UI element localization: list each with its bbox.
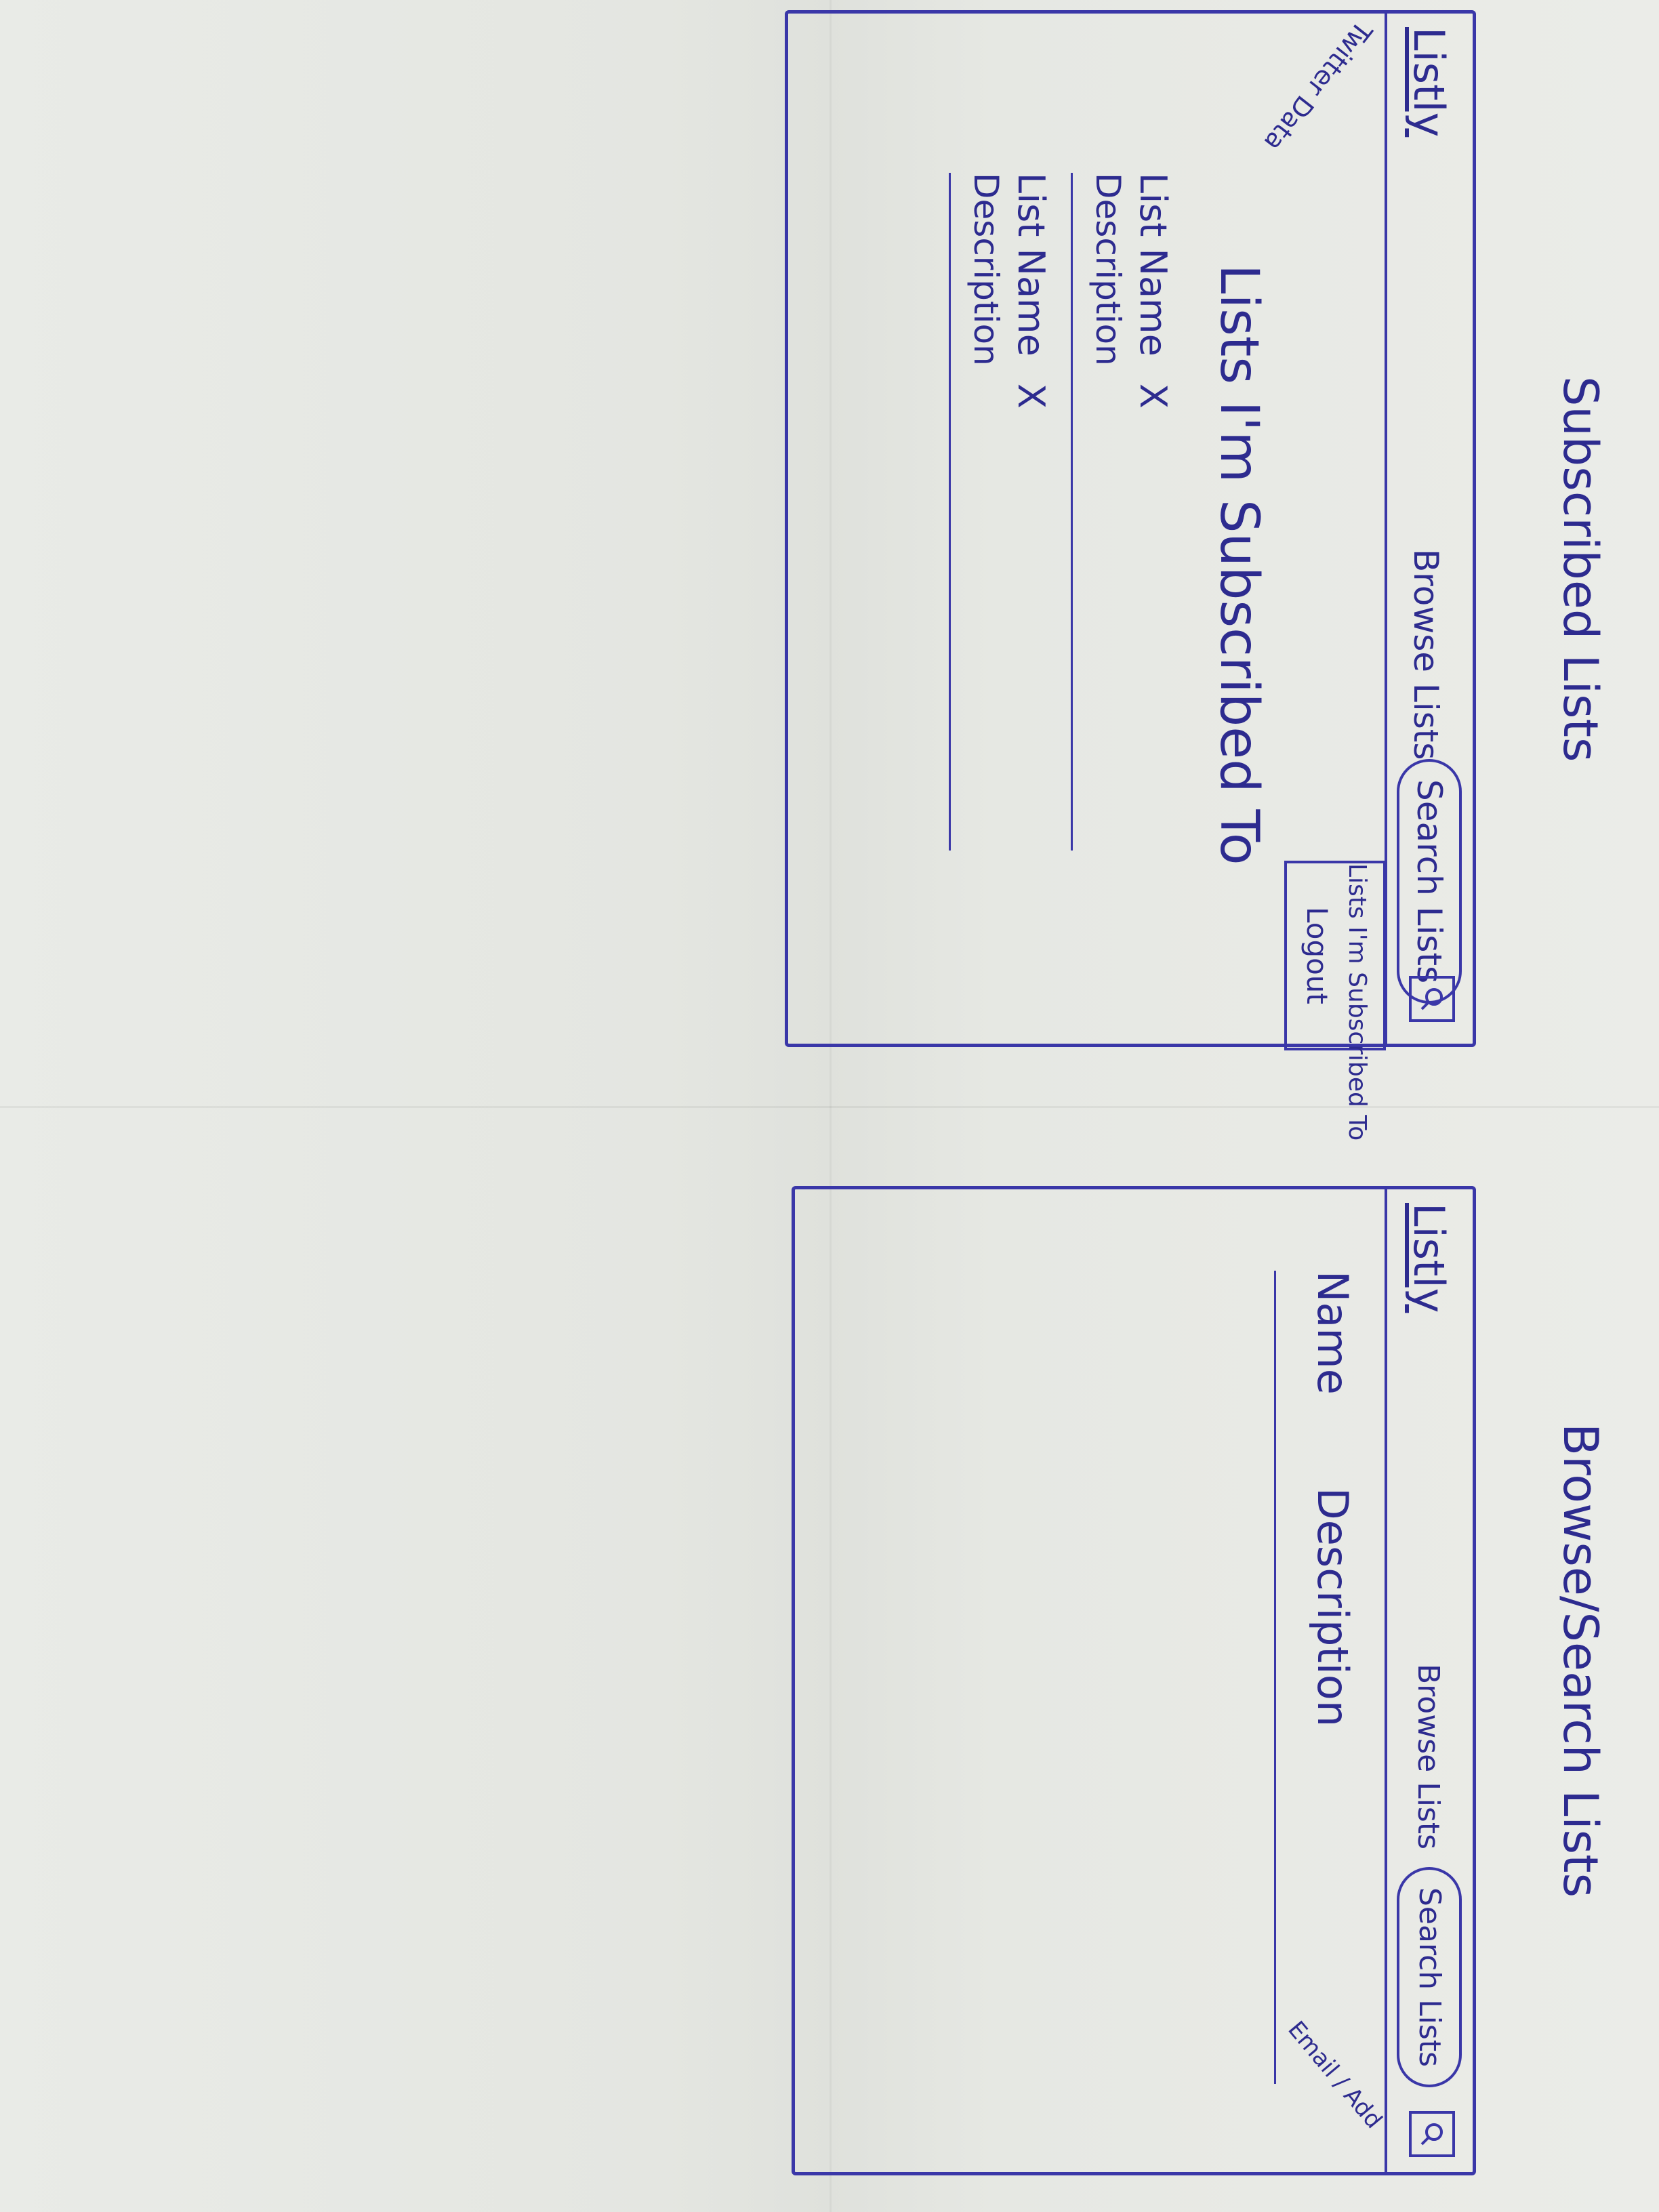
- magnifier-glyph: [1418, 985, 1446, 1013]
- bottom-sketch-caption: Browse/Search Lists: [1553, 1423, 1608, 1898]
- page-title: Lists I'm Subscribed To: [1208, 264, 1269, 865]
- bottom-sketch-window: [792, 1186, 1476, 2175]
- search-icon[interactable]: [1409, 2111, 1455, 2157]
- dropdown-item-subscribed[interactable]: Lists I'm Subscribed To: [1343, 863, 1371, 1141]
- remove-button[interactable]: X: [1010, 383, 1052, 409]
- list-description: Description: [1088, 173, 1128, 366]
- column-header-name: Name: [1308, 1271, 1357, 1395]
- top-sketch-caption: Subscribed Lists: [1553, 376, 1608, 762]
- top-sketch-window: [785, 10, 1476, 1141]
- nav-browse-lists[interactable]: Browse Lists: [1411, 1664, 1446, 1850]
- bottom-navbar: [1385, 1189, 1473, 2172]
- twitter-data-annotation: Twitter Data: [1258, 15, 1378, 157]
- table-header-divider: [1274, 1271, 1276, 2084]
- list-item-header: [1010, 173, 1052, 409]
- remove-button[interactable]: X: [1132, 383, 1174, 409]
- list-item-header: [1132, 173, 1174, 409]
- dropdown-item-logout[interactable]: Logout: [1300, 907, 1334, 1004]
- list-divider: [949, 173, 951, 851]
- brand-logo[interactable]: Listly: [1404, 27, 1454, 138]
- list-divider: [1071, 173, 1073, 851]
- nav-search-lists[interactable]: Search Lists: [1397, 759, 1462, 1004]
- list-item: [966, 173, 1052, 409]
- column-header-description: Description: [1308, 1488, 1357, 1727]
- nav-search-lists[interactable]: Search Lists: [1397, 1867, 1462, 2087]
- top-navbar: [1385, 14, 1473, 1044]
- brand-logo[interactable]: Listly: [1404, 1203, 1454, 1313]
- email-add-annotation: Email / Add: [1282, 2016, 1388, 2134]
- account-dropdown: [1284, 861, 1386, 1141]
- list-name[interactable]: List Name: [1132, 173, 1174, 356]
- nav-browse-lists[interactable]: Browse Lists: [1406, 549, 1446, 760]
- list-name[interactable]: List Name: [1010, 173, 1052, 356]
- magnifier-glyph: [1418, 2120, 1446, 2148]
- list-description: Description: [966, 173, 1006, 366]
- list-item: [1088, 173, 1174, 409]
- search-icon[interactable]: [1409, 976, 1455, 1022]
